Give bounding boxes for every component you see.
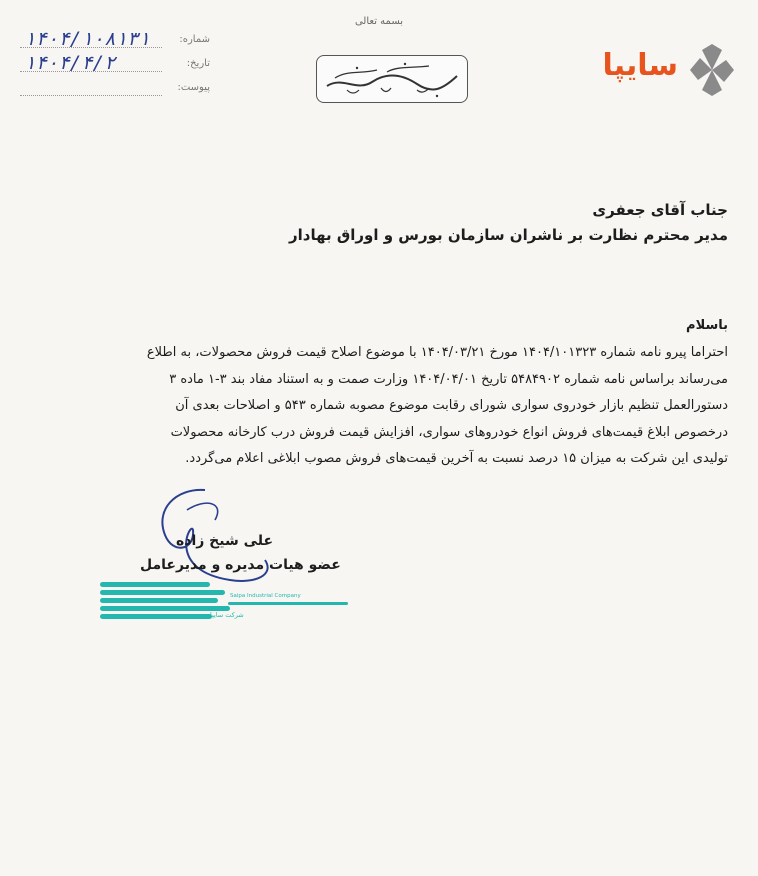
stamp-text-en: Saipa Industrial Company <box>230 593 301 599</box>
date-value: ۱۴۰۴/۴/۲ <box>24 52 116 74</box>
recipient-block <box>88 198 728 248</box>
number-value: ۱۴۰۴/۱۰۸۱۳۱ <box>24 28 150 50</box>
body-line: تولیدی این شرکت به میزان ۱۵ درصد نسبت به آخرین قیمت‌های فروش مصوب ابلاغی اعلام می‌گردد. <box>185 451 728 466</box>
signer-title: عضو هیات مدیره و مدیرعامل <box>140 557 341 573</box>
slogan-logo <box>316 55 468 103</box>
body-line: می‌رساند براساس نامه شماره ۵۴۸۴۹۰۲ تاریخ ۱۴۰۴/۰۴/۰۱ وزارت صمت و به استناد مفاد بند ۳-۱ ماده ۳ <box>169 371 728 387</box>
number-label: شماره: <box>179 34 210 45</box>
stamp-bar <box>100 614 212 619</box>
signer-name: علی شیخ زاده <box>176 533 274 549</box>
slogan-calligraphy <box>317 56 467 102</box>
company-stamp <box>100 580 350 624</box>
date-row <box>20 54 210 78</box>
recipient-name: جناب آقای جعفری <box>592 201 728 219</box>
stamp-bar <box>100 582 210 587</box>
attachment-row <box>20 78 210 102</box>
stamp-bar <box>228 602 348 605</box>
saipa-logo <box>602 40 742 100</box>
stamp-bar <box>100 598 218 603</box>
date-label: تاریخ: <box>186 58 210 69</box>
invocation-text: بسمه تعالی <box>354 16 404 27</box>
logo-text: سایپا <box>602 48 678 83</box>
saipa-emblem-icon <box>682 40 742 100</box>
attachment-label: پیوست: <box>177 82 210 93</box>
letter-body <box>68 340 728 473</box>
stamp-bar <box>100 590 225 595</box>
attachment-line <box>20 95 162 96</box>
greeting: باسلام <box>686 318 728 333</box>
body-line: احتراما پیرو نامه شماره ۱۴۰۴/۱۰۱۳۲۳ مورخ ۱۴۰۴/۰۳/۲۱ با موضوع اصلاح قیمت فروش محصولات، به اطلاع <box>146 345 728 360</box>
letter-meta <box>20 30 210 102</box>
body-line: دستورالعمل تنظیم بازار خودروی سواری شورای رقابت موضوع مصوبه شماره ۵۴۳ و اصلاحات بعدی آن <box>175 398 728 413</box>
recipient-title: مدیر محترم نظارت بر ناشران سازمان بورس و اوراق بهادار <box>288 226 728 244</box>
number-row <box>20 30 210 54</box>
stamp-text-fa: شرکت سایپا <box>210 611 244 619</box>
body-line: درخصوص ابلاغ قیمت‌های فروش انواع خودروهای سواری، افزایش قیمت فروش درب کارخانه محصولات <box>170 424 728 440</box>
